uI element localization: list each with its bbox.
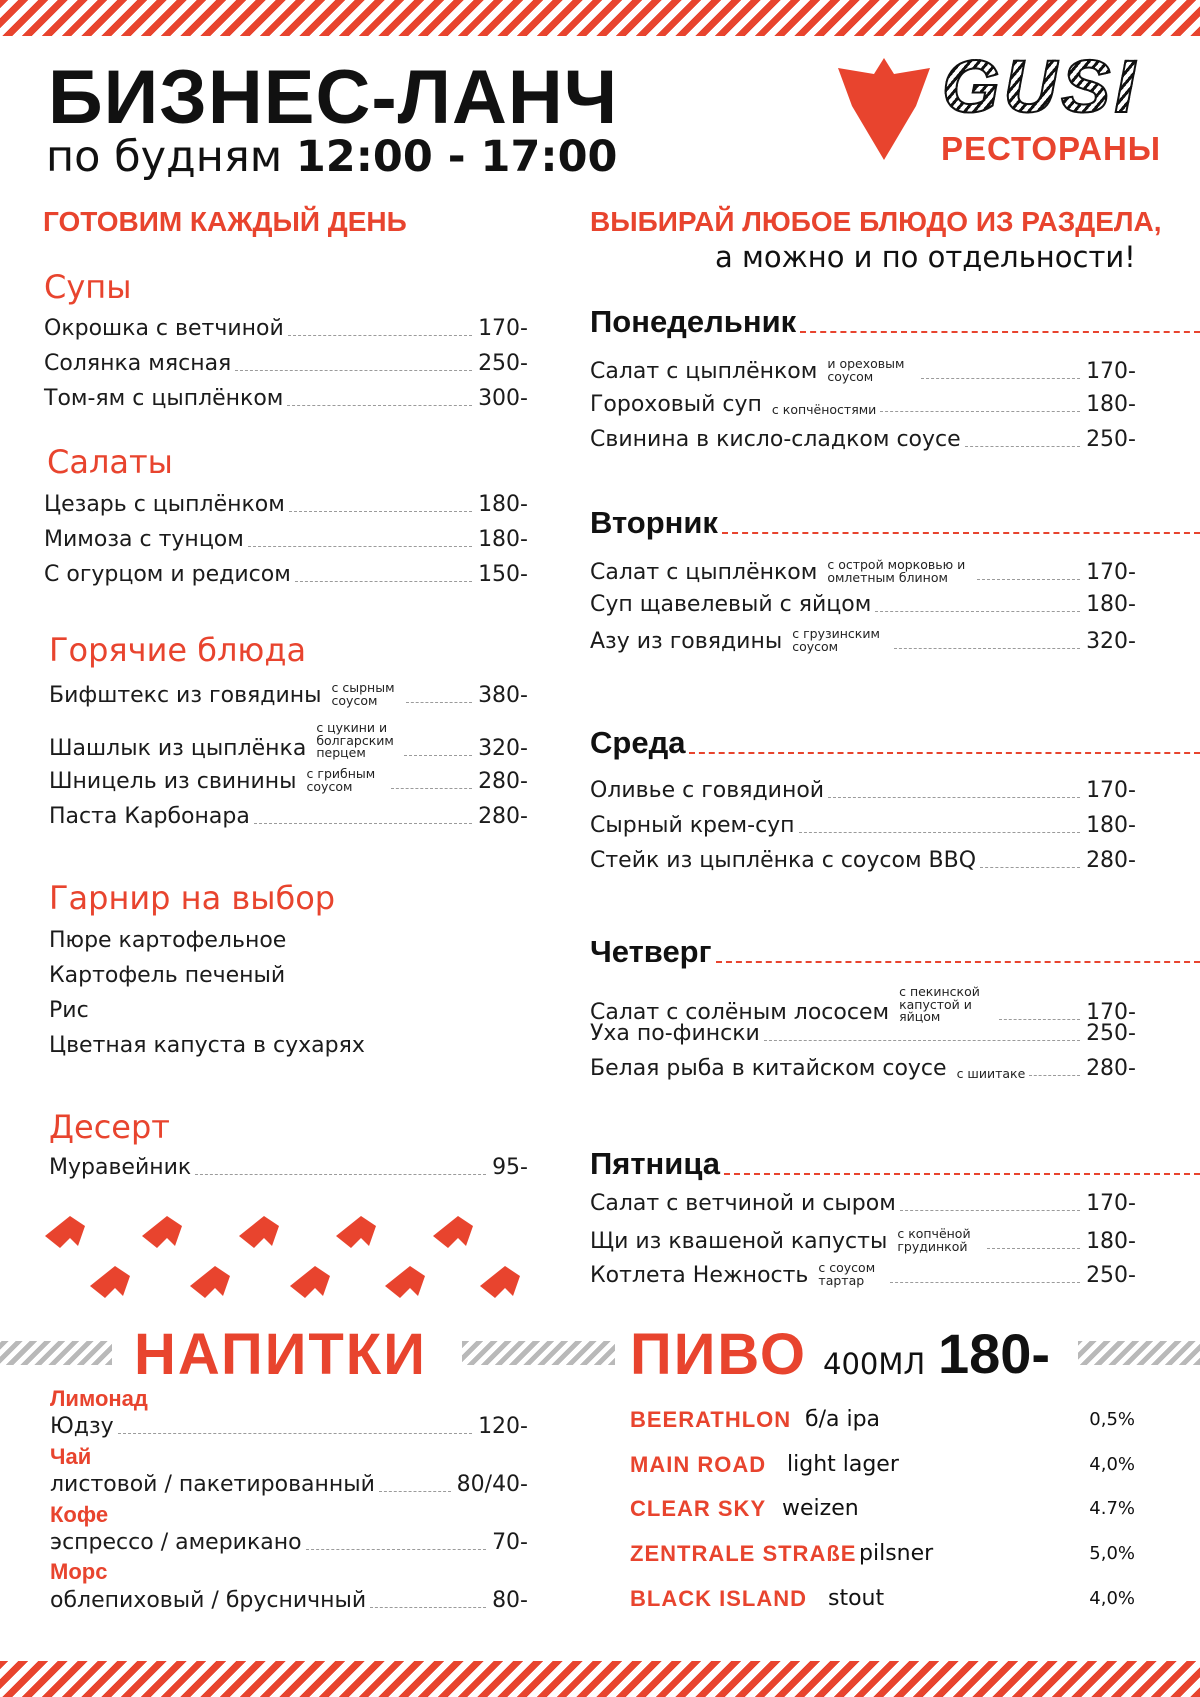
- menu-item: С огурцом и редисом 150-: [44, 562, 528, 587]
- drinks-band-left: [0, 1341, 112, 1365]
- beer-item: BEERATHLON б/а ipa 0,5%: [630, 1407, 1135, 1432]
- top-stripe-border: [0, 0, 1200, 36]
- right-kicker-subline: а можно и по отдельности!: [715, 240, 1136, 274]
- menu-item: Солянка мясная 250-: [44, 351, 528, 376]
- menu-item: Мимоза с тунцом 180-: [44, 527, 528, 552]
- garnish-item: Рис: [49, 998, 89, 1023]
- left-kicker: ГОТОВИМ КАЖДЫЙ ДЕНЬ: [43, 206, 407, 237]
- menu-item: Салат с солёным лососем с пекинской капустой и яйцом 170-: [590, 984, 1136, 1025]
- menu-item: Суп щавелевый с яйцом 180-: [590, 592, 1136, 617]
- beer-item: CLEAR SKY weizen 4.7%: [630, 1496, 1135, 1521]
- page-title: БИЗНЕС-ЛАНЧ: [48, 55, 619, 140]
- menu-item: Салат с цыплёнком с острой морковью и омлетным блином 170-: [590, 557, 1136, 585]
- goose-foot-logo-icon: [834, 56, 934, 166]
- menu-item: Цезарь с цыплёнком 180-: [44, 492, 528, 517]
- day-heading-thursday: Четверг: [590, 936, 1200, 967]
- hours-line: [46, 134, 617, 181]
- drink-category: Морс: [50, 1559, 108, 1584]
- beer-item: MAIN ROAD light lager 4,0%: [630, 1452, 1135, 1477]
- menu-item: Сырный крем-суп 180-: [590, 813, 1136, 838]
- drink-item: Юдзу 120-: [50, 1414, 528, 1439]
- menu-item: Бифштекс из говядины с сырным соусом 380-: [49, 680, 528, 708]
- drink-category: Лимонад: [50, 1386, 148, 1411]
- beer-band-right: [1078, 1341, 1200, 1365]
- drink-item: облепиховый / брусничный 80-: [50, 1588, 528, 1613]
- drink-category: Чай: [50, 1444, 92, 1469]
- section-title-garnish: Гарнир на выбор: [49, 879, 336, 917]
- day-heading-friday: Пятница: [590, 1148, 1200, 1179]
- garnish-item: Пюре картофельное: [49, 928, 287, 953]
- hours-time: 12:00 - 17:00: [295, 132, 618, 182]
- menu-item: Салат с ветчиной и сыром 170-: [590, 1191, 1136, 1216]
- menu-item: Щи из квашеной капусты с копчёной грудинкой 180-: [590, 1226, 1136, 1254]
- section-title-salads: Салаты: [47, 443, 173, 481]
- menu-item: Шашлык из цыплёнка с цукини и болгарским перцем 320-: [49, 720, 528, 761]
- brand-logo: [834, 45, 1174, 170]
- menu-item: Азу из говядины с грузинским соусом 320-: [590, 626, 1136, 654]
- beer-price: 180-: [938, 1322, 1051, 1385]
- menu-item: Белая рыба в китайском соусе с шиитаке 280-: [590, 1056, 1136, 1081]
- menu-item: Свинина в кисло-сладком соусе 250-: [590, 427, 1136, 452]
- drink-category: Кофе: [50, 1502, 109, 1527]
- menu-item: Муравейник 95-: [49, 1155, 528, 1180]
- beer-item: BLACK ISLAND stout 4,0%: [630, 1586, 1135, 1611]
- menu-item: Уха по-фински 250-: [590, 1021, 1136, 1046]
- beer-title: ПИВО: [630, 1322, 807, 1387]
- day-heading-monday: Понедельник: [590, 306, 1200, 337]
- bottom-stripe-border: [0, 1661, 1200, 1697]
- hours-prefix: по будням: [46, 132, 283, 182]
- menu-item: Шницель из свинины с грибным соусом 280-: [49, 766, 528, 794]
- drink-item: эспрессо / американо 70-: [50, 1530, 528, 1555]
- right-kicker: ВЫБИРАЙ ЛЮБОЕ БЛЮДО ИЗ РАЗДЕЛА,: [590, 206, 1162, 237]
- section-title-soups: Супы: [44, 268, 132, 306]
- geese-decoration-icons: [40, 1208, 540, 1308]
- menu-item: Гороховый суп с копчёностями 180-: [590, 392, 1136, 417]
- garnish-item: Цветная капуста в сухарях: [49, 1033, 365, 1058]
- drink-item: листовой / пакетированный 80/40-: [50, 1472, 528, 1497]
- day-heading-wednesday: Среда: [590, 727, 1200, 758]
- drinks-title: НАПИТКИ: [134, 1322, 427, 1387]
- section-title-dessert: Десерт: [49, 1108, 170, 1146]
- brand-subtitle: РЕСТОРАНЫ: [941, 130, 1162, 167]
- garnish-item: Картофель печеный: [49, 963, 286, 988]
- menu-item: Котлета Нежность с соусом тартар 250-: [590, 1260, 1136, 1288]
- day-heading-tuesday: Вторник: [590, 507, 1200, 538]
- menu-item: Том-ям с цыплёнком 300-: [44, 386, 528, 411]
- menu-item: Окрошка с ветчиной 170-: [44, 316, 528, 341]
- menu-item: Салат с цыплёнком и ореховым соусом 170-: [590, 356, 1136, 384]
- menu-item: Паста Карбонара 280-: [49, 804, 528, 829]
- drinks-band-right: [462, 1341, 615, 1365]
- menu-item: Оливье с говядиной 170-: [590, 778, 1136, 803]
- menu-item: Стейк из цыплёнка с соусом BBQ 280-: [590, 848, 1136, 873]
- beer-item: ZENTRALE STRAßE pilsner 5,0%: [630, 1541, 1135, 1566]
- brand-name: GUSI: [942, 45, 1139, 128]
- beer-volume: 400МЛ: [823, 1347, 926, 1381]
- section-title-hot-dishes: Горячие блюда: [49, 631, 307, 669]
